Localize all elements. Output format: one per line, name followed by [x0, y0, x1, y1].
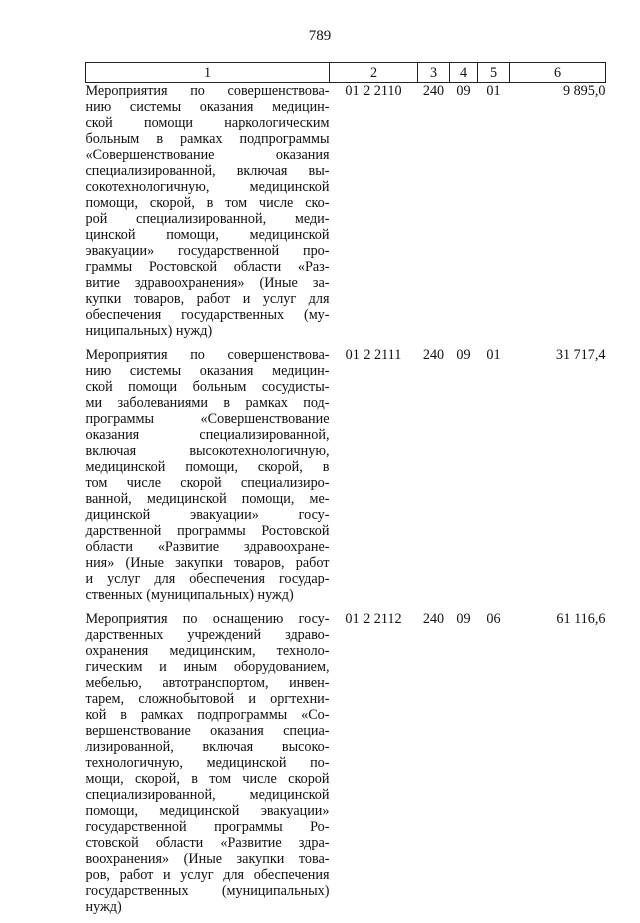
header-col-1: 1 — [86, 63, 330, 83]
header-col-5: 5 — [478, 63, 510, 83]
description-line: государственных (муниципальных) — [85, 883, 330, 899]
row-description — [86, 611, 330, 923]
description-line: ров, работ и услуг для обеспечения — [85, 867, 330, 883]
description-line: ственных (муниципальных) нужд) — [85, 587, 294, 603]
row-description — [86, 347, 330, 611]
description-line: государственной программы Ро- — [85, 819, 330, 835]
row-col-4: 09 — [456, 611, 471, 627]
header-col-2: 2 — [330, 63, 418, 83]
table-row — [86, 347, 606, 611]
description-line: эвакуации» государственной про- — [85, 243, 330, 259]
description-line: помощи, медицинской эвакуации» — [85, 803, 330, 819]
row-description — [86, 83, 330, 348]
description-line: ванной, медицинской помощи, ме- — [85, 491, 330, 507]
description-line: воохранения» (Иные закупки това- — [85, 851, 330, 867]
header-col-6: 6 — [510, 63, 606, 83]
description-line: нию системы оказания медицин- — [85, 363, 330, 379]
row-amount: 9 895,0 — [562, 83, 606, 99]
description-line: том числе скорой специализиро- — [85, 475, 330, 491]
row-col-3: 240 — [422, 83, 445, 99]
row-col-4: 09 — [456, 83, 471, 99]
description-line: Мероприятия по совершенствова- — [85, 83, 330, 99]
page-number: 789 — [308, 28, 332, 44]
description-line: Мероприятия по оснащению госу- — [85, 611, 330, 627]
row-col-5: 01 — [486, 347, 501, 363]
description-line: граммы Ростовской области «Раз- — [85, 259, 330, 275]
row-amount: 31 717,4 — [555, 347, 606, 363]
budget-table — [85, 62, 606, 923]
description-line: дарственных учреждений здраво- — [85, 627, 330, 643]
row-col-5: 06 — [486, 611, 501, 627]
description-line: обеспечения государственных (му- — [85, 307, 330, 323]
description-line: нужд) — [85, 899, 122, 915]
description-line: вершенствование оказания специа- — [85, 723, 330, 739]
description-line: охранения медицинским, техноло- — [85, 643, 330, 659]
row-col-3: 240 — [422, 347, 445, 363]
description-line: лизированной, включая высоко- — [85, 739, 330, 755]
description-line: специализированной, включая вы- — [85, 163, 330, 179]
description-line: ской помощи наркологическим — [85, 115, 330, 131]
description-line: купки товаров, работ и услуг для — [85, 291, 330, 307]
description-line: мощи, скорой, в том числе скорой — [85, 771, 330, 787]
header-row — [86, 63, 606, 83]
description-line: ниципальных) нужд) — [85, 323, 213, 339]
description-line: помощи, скорой, в том числе ско- — [85, 195, 330, 211]
description-line: рой специализированной, меди- — [85, 211, 330, 227]
description-line: оказания специализированной, — [85, 427, 330, 443]
description-line: дицинской эвакуации» госу- — [85, 507, 330, 523]
row-col-5: 01 — [486, 83, 501, 99]
description-line: «Совершенствование оказания — [85, 147, 330, 163]
description-line: программы «Совершенствование — [85, 411, 330, 427]
description-line: тарем, сложнобытовой и оргтехни- — [85, 691, 330, 707]
description-line: ния» (Иные закупки товаров, работ — [85, 555, 330, 571]
description-line: мебелью, автотранспортом, инвен- — [85, 675, 330, 691]
description-line: сокотехнологичную, медицинской — [85, 179, 330, 195]
description-line: нию системы оказания медицин- — [85, 99, 330, 115]
table-row — [86, 83, 606, 348]
description-line: медицинской помощи, скорой, в — [85, 459, 330, 475]
description-line: гическим и иным оборудованием, — [85, 659, 330, 675]
description-line: цинской помощи, медицинской — [85, 227, 330, 243]
table-row — [86, 611, 606, 923]
description-line: Мероприятия по совершенствова- — [85, 347, 330, 363]
row-col-3: 240 — [422, 611, 445, 627]
row-col-4: 09 — [456, 347, 471, 363]
row-code: 01 2 2110 — [345, 83, 402, 99]
header-col-4: 4 — [450, 63, 478, 83]
row-code: 01 2 2111 — [345, 347, 402, 363]
description-line: больным в рамках подпрограммы — [85, 131, 330, 147]
description-line: дарственной программы Ростовской — [85, 523, 330, 539]
header-col-3: 3 — [418, 63, 450, 83]
description-line: специализированной, медицинской — [85, 787, 330, 803]
description-line: ской помощи больным сосудисты- — [85, 379, 330, 395]
row-code: 01 2 2112 — [345, 611, 402, 627]
description-line: технологичную, медицинской по- — [85, 755, 330, 771]
description-line: области «Развитие здравоохране- — [85, 539, 330, 555]
description-line: витие здравоохранения» (Иные за- — [85, 275, 330, 291]
row-amount: 61 116,6 — [556, 611, 606, 627]
description-line: кой в рамках подпрограммы «Со- — [85, 707, 330, 723]
description-line: и услуг для обеспечения государ- — [85, 571, 330, 587]
description-line: ми заболеваниями в рамках под- — [85, 395, 330, 411]
description-line: включая высокотехнологичную, — [85, 443, 330, 459]
description-line: стовской области «Развитие здра- — [85, 835, 330, 851]
